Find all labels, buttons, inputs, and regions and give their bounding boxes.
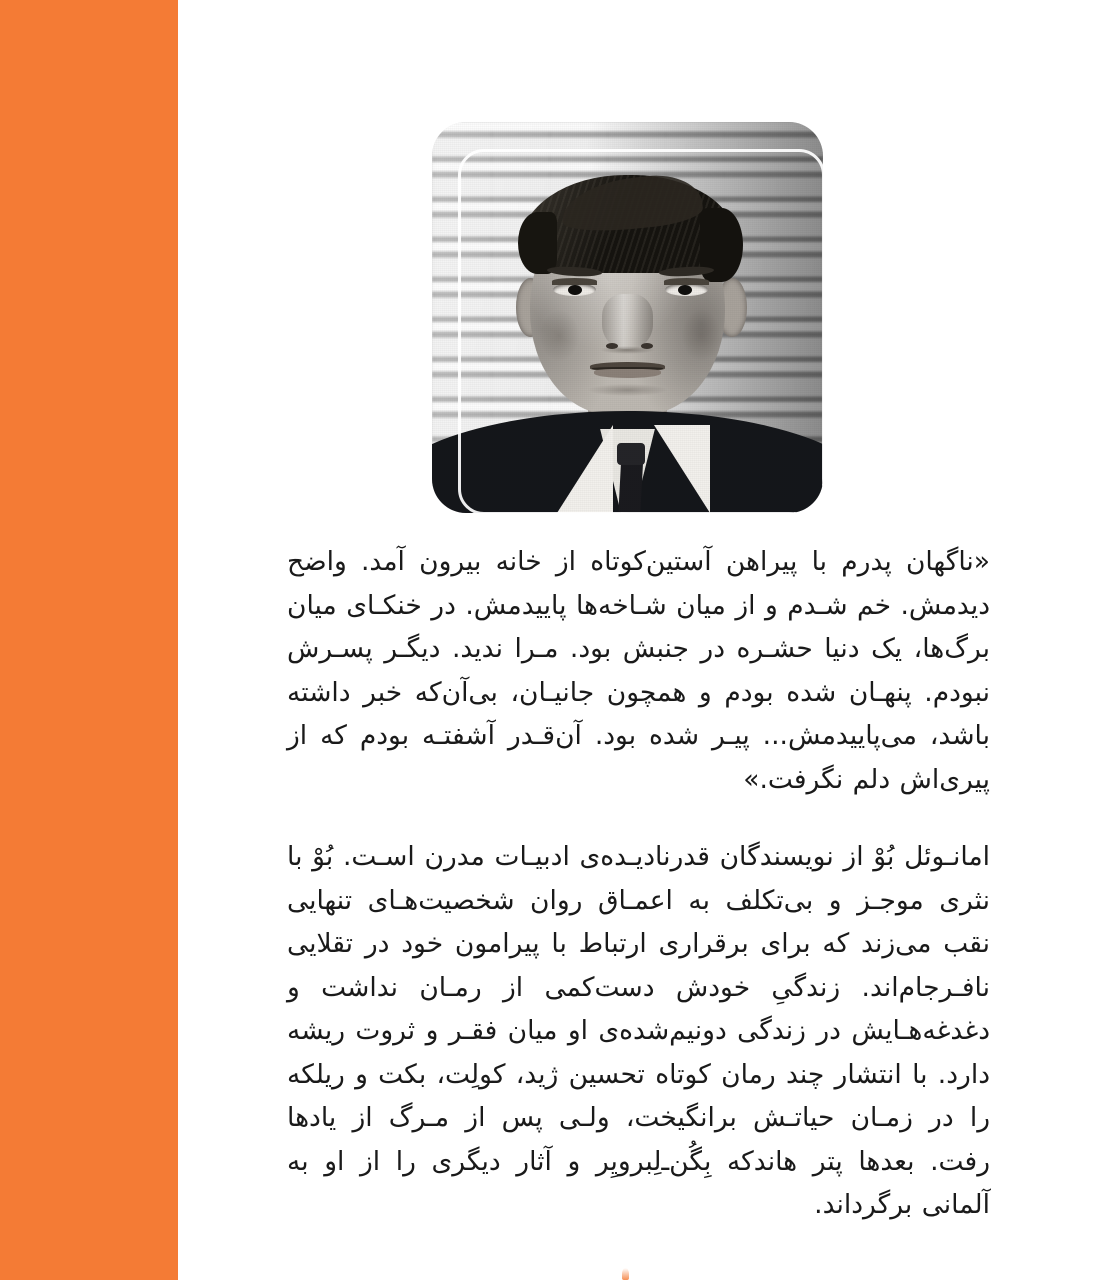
left-orange-stripe [0,0,178,1280]
page-content-column [178,0,1094,1280]
author-portrait-photo [432,122,823,513]
biography-paragraph: امانـوئل بُوْ از نویسندگان قدرنادیـده‌ی ادبیـات مدرن اسـت. بُوْ با نثری موجـز و بی‌تکلف به اعمـاق روان شخصیت‌هـای تنهایی نقب می‌زند که برای برقراری ارتباط با پیرامون خود در تقلایی نافـرجام‌اند. زندگیِ خودش دست‌کمی از رمـان نداشت و دغدغه‌هـایش در زندگی دونیم‌شده‌ی او میان فقـر و ثروت ریشه دارد. با انتشار چند رمان کوتاه تحسین ژید، کولِت، بکت و ریلکه را در زمـان حیاتـش برانگیخت، ولـی پس از مـرگ از یادها رفت. بعدها پتر هاندکه بِگُن‌ـ‌لِبرویِر و آثار دیگری را از او به آلمانی برگرداند. [287,841,990,1220]
body-text-block [287,540,990,1227]
quote-paragraph: «ناگهان پدرم با پیراهن آستین‌کوتاه از خانه بیرون آمد. واضح دیدمش. خم شـدم و از میان شـاخه‌ها پاییدمش. در خنکـای میان برگ‌ها، یک دنیا حشـره در جنبش بود. مـرا ندید. دیگـر پسـرش نبودم. پنهـان شده بودم و همچون جانیـان، بی‌آن‌که خبر داشته باشد، می‌پاییدمش... پیـر شده بود. آن‌قـدر آشفتـه بودم که از پیری‌اش دلم نگرفت.» [287,546,990,795]
photo-grain-overlay [432,122,823,513]
